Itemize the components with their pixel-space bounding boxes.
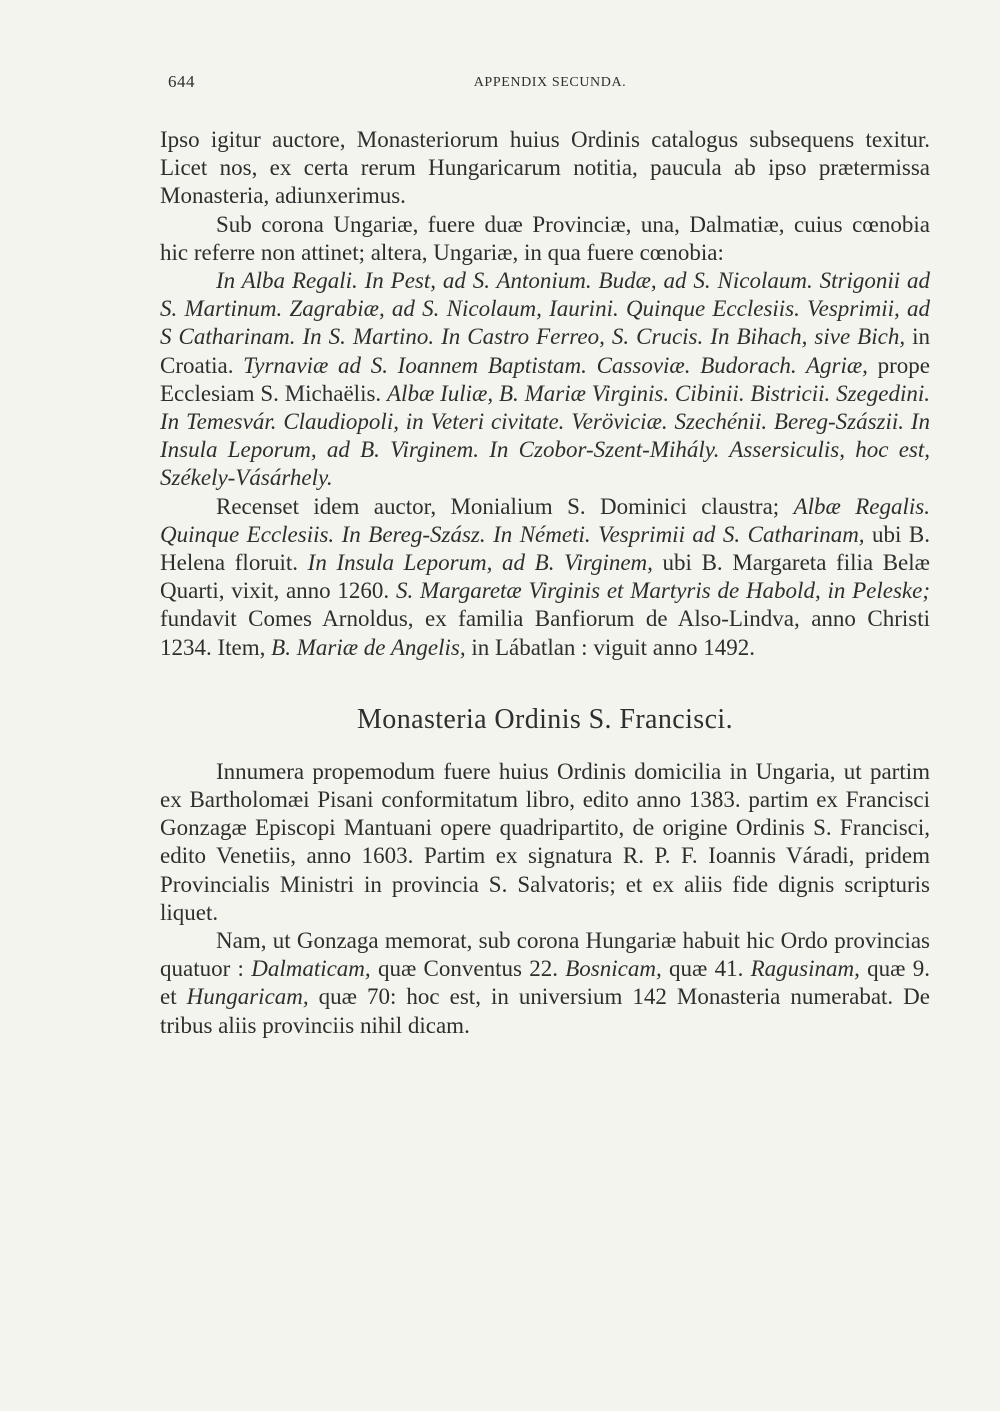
nunneries-part-1: Recenset idem auctor, Monialium S. Dominici claustra; [216, 493, 794, 519]
provinces-part-7: quæ 9. et [160, 956, 931, 1010]
paragraph-provinces-count [160, 927, 930, 1040]
monastery-list-part-5: Albæ Iuliæ, B. Mariæ Virginis. Cibinii. Bistricii. Szegedini. In Temesvár. Claudiopoli, in Veteri civitate. Veröviciæ. Szechénii. Bereg-Szászii. In Insula Leporum, ad B. Virginem. In Czobor-Szent-Mihály. Assersiculis, hoc est, Székely-Vásárhely. [160, 380, 931, 491]
monastery-list-part-4: prope Ecclesiam S. Michaëlis. [160, 352, 931, 406]
nunneries-part-7: fundavit Comes Arnoldus, ex familia Banfiorum de Also-Lindva, anno Christi 1234. Item, [160, 606, 930, 660]
provinces-part-6: Ragusinam, [750, 956, 860, 982]
paragraph-intro: Ipso igitur auctore, Monasteriorum huius Ordinis catalogus subsequens texitur. Licet nos, ex certa rerum Hungaricarum notitia, paucula ab ipso prætermissa Monasteria, adiunxerimus. [160, 127, 930, 209]
provinces-part-8: Hungaricam, [186, 984, 309, 1010]
monastery-list-part-1: In Alba Regali. In Pest, ad S. Antonium. Budæ, ad S. Nicolaum. Strigonii ad S. Martinum. Zagrabiæ, ad S. Nicolaum, Iaurini. Quinque Ecclesiis. Vesprimii, ad S Catharinam. In S. Martino. In Castro Ferreo, S. Crucis. In Bihach, sive Bich, [160, 268, 930, 350]
nunneries-part-2: Albæ Regalis. Quinque Ecclesiis. In Bereg-Szász. In Németi. Vesprimii ad S. Catharinam, [160, 493, 930, 547]
nunneries-part-3: ubi B. Helena floruit. [160, 521, 930, 576]
paragraph-provinces: Sub corona Ungariæ, fuere duæ Provinciæ, una, Dalmatiæ, cuius cœnobia hic referre non attinet; altera, Ungariæ, in qua fuere cœnobia: [160, 211, 930, 265]
nunneries-part-4: In Insula Leporum, ad B. Virginem, [307, 550, 653, 576]
provinces-part-5: quæ 41. [661, 956, 751, 982]
nunneries-part-9: in Lábatlan : viguit anno 1492. [465, 634, 755, 660]
monastery-list-part-3: Tyrnaviæ ad S. Ioannem Baptistam. Cassoviæ. Budorach. Agriæ, [243, 352, 868, 378]
page-number: 644 [168, 72, 195, 91]
paragraph-monastery-list [160, 267, 930, 493]
page-header [160, 70, 940, 100]
provinces-part-4: Bosnicam, [565, 956, 662, 982]
running-head: APPENDIX SECUNDA. [473, 75, 627, 90]
nunneries-part-8: B. Mariæ de Angelis, [271, 634, 466, 660]
paragraph-nunneries [160, 493, 930, 662]
paragraph-franciscan-domiciles: Innumera propemodum fuere huius Ordinis domicilia in Ungaria, ut partim ex Bartholomæi Pisani conformitatum libro, edito anno 1383. partim ex Francisci Gonzagæ Episcopi Mantuani opere quadripartito, de origine Ordinis S. Francisci, edito Venetiis, anno 1603. Partim ex signatura R. P. F. Ioannis Váradi, pridem Provincialis Ministri in provincia S. Salvatoris; et ex aliis fide dignis scripturis liquet. [160, 758, 930, 925]
nunneries-part-6: S. Margaretæ Virginis et Martyris de Habold, in Peleske; [395, 578, 931, 604]
provinces-part-9: quæ 70: hoc est, in universium 142 Monasteria numerabat. De tribus aliis provinciis nihil dicam. [160, 984, 931, 1038]
provinces-part-1: Nam, ut Gonzaga memorat, sub corona Hungariæ habuit hic Ordo provincias quatuor : [160, 928, 930, 982]
provinces-part-3: quæ Conventus 22. [370, 956, 566, 982]
provinces-part-2: Dalmaticam, [251, 956, 371, 982]
nunneries-part-5: ubi B. Margareta filia Belæ Quarti, vixit, anno 1260. [160, 550, 930, 604]
page-body [160, 126, 930, 1040]
section-heading: Monasteria Ordinis S. Francisci. [357, 703, 733, 735]
monastery-list-part-2: in Croatia. [160, 324, 930, 378]
